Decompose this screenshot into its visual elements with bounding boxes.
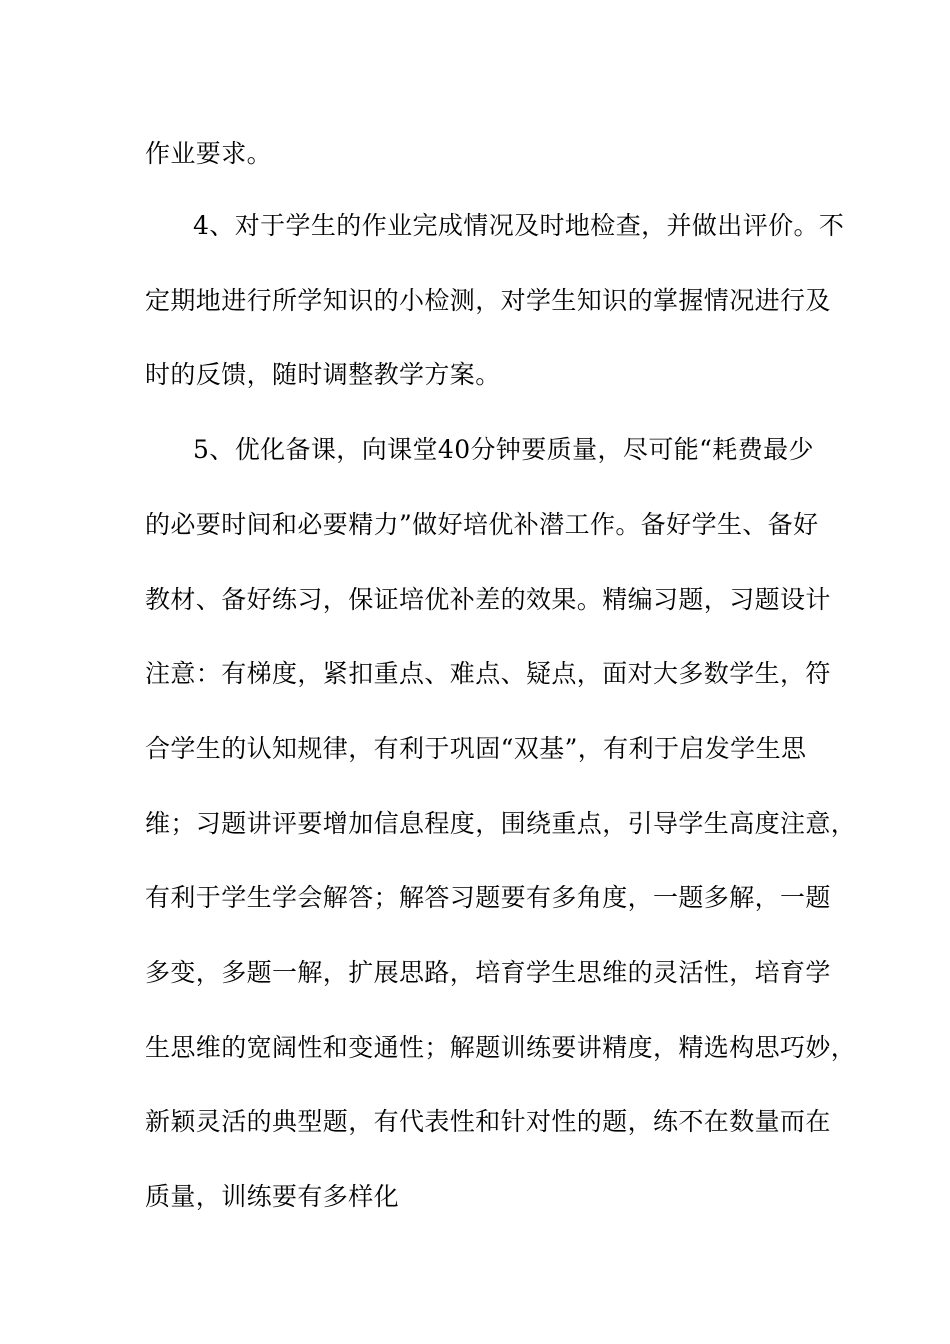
text-line: 质量，训练要有多样化 bbox=[145, 1182, 400, 1211]
text-line: 新颖灵活的典型题，有代表性和针对性的题，练不在数量而在 bbox=[145, 1107, 831, 1136]
text-line: 的必要时间和必要精力”做好培优补潜工作。备好学生、备好 bbox=[145, 510, 819, 539]
text-line: 多变，多题一解，扩展思路，培育学生思维的灵活性，培育学 bbox=[145, 958, 831, 987]
text-line: 时的反馈，随时调整教学方案。 bbox=[145, 360, 501, 389]
text-line: 有利于学生学会解答；解答习题要有多角度，一题多解，一题 bbox=[145, 883, 831, 912]
text-line: 维；习题讲评要增加信息程度，围绕重点，引导学生高度注意， bbox=[145, 809, 857, 838]
paragraph-4-line-1: 4、对于学生的作业完成情况及时地检查，并做出评价。不 bbox=[193, 211, 845, 240]
text-line: 注意：有梯度，紧扣重点、难点、疑点，面对大多数学生，符 bbox=[145, 659, 831, 688]
text-line: 定期地进行所学知识的小检测，对学生知识的掌握情况进行及 bbox=[145, 286, 831, 315]
text-line: 教材、备好练习，保证培优补差的效果。精编习题，习题设计 bbox=[145, 585, 831, 614]
text-line: 作业要求。 bbox=[145, 139, 273, 168]
text-line: 生思维的宽阔性和变通性；解题训练要讲精度，精选构思巧妙， bbox=[145, 1033, 857, 1062]
text-line: 合学生的认知规律，有利于巩固“双基”，有利于启发学生思 bbox=[145, 734, 807, 763]
paragraph-5-line-1: 5、优化备课，向课堂40分钟要质量，尽可能“耗费最少 bbox=[193, 435, 814, 464]
